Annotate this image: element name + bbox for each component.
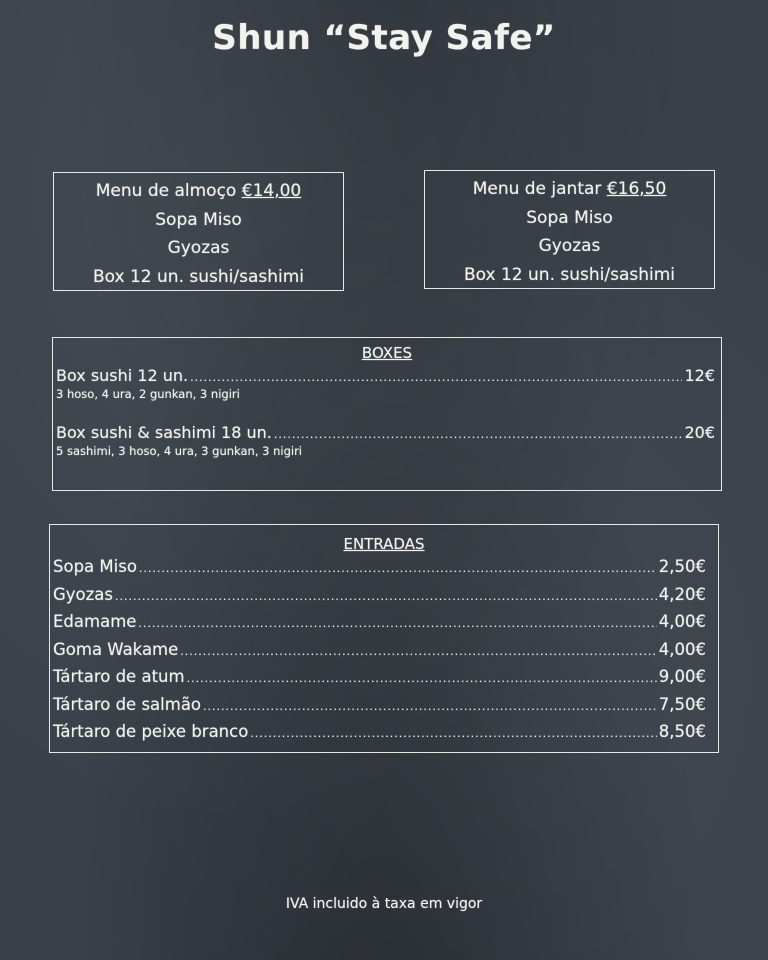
page-title: Shun “Stay Safe” [212,18,556,58]
entrada-item-price: 8,50€ [658,722,706,741]
entrada-item-price: 9,00€ [658,667,706,686]
lunch-menu-item: Sopa Miso [155,209,242,230]
entrada-item-price: 7,50€ [658,694,706,714]
dinner-menu-heading [425,175,714,204]
box-item [56,366,715,385]
dinner-menu-box [424,170,715,289]
entrada-item-name: Gyozas [53,584,114,604]
box-item-price: 12€ [684,366,715,385]
entrada-item-name: Sopa Miso [53,557,137,576]
tax-note: IVA incluido à taxa em vigor [285,896,483,912]
dinner-menu-price: €16,50 [606,179,667,199]
entrada-item [53,640,706,668]
box-item [56,423,715,442]
dinner-menu-item: Box 12 un. sushi/sashimi [463,264,676,285]
lunch-menu-box [53,172,344,291]
lunch-menu-label: Menu de almoço [95,181,237,201]
entrada-item [53,695,706,723]
leader-dots [190,371,682,384]
box-item-name: Box sushi & sashimi 18 un. [56,423,272,442]
leader-dots [274,428,683,441]
lunch-menu-item: Box 12 un. sushi/sashimi [92,266,305,287]
box-item-description: 3 hoso, 4 ura, 2 gunkan, 3 nigiri [56,387,240,401]
dinner-menu-item: Sopa Miso [526,207,613,228]
entrada-item-name: Goma Wakame [53,639,179,659]
dinner-menu-label: Menu de jantar [472,179,602,199]
leader-dots [180,645,656,658]
lunch-menu-heading [54,177,343,206]
box-item-name: Box sushi 12 un. [56,366,189,385]
entrada-item-price: 4,00€ [658,612,706,631]
leader-dots [250,727,656,740]
leader-dots [203,700,657,713]
boxes-heading: BOXES [361,344,413,362]
lunch-menu-price: €14,00 [241,181,302,201]
entrada-item [53,585,706,613]
lunch-menu-item: Gyozas [167,238,230,258]
leader-dots [138,617,656,630]
entrada-item [53,722,706,750]
entrada-item [53,612,706,640]
boxes-section [52,337,722,491]
entrada-item-price: 4,00€ [658,639,706,659]
entrada-item-price: 4,20€ [658,584,706,604]
entrada-item [53,557,706,585]
leader-dots [139,562,657,575]
dinner-menu-item: Gyozas [538,236,601,256]
entradas-heading: ENTRADAS [343,535,425,553]
entrada-item-name: Tártaro de atum [53,667,185,686]
entrada-item [53,667,706,695]
entrada-item-name: Tártaro de salmão [53,694,202,714]
entrada-item-name: Edamame [53,612,137,631]
leader-dots [115,590,657,603]
entrada-item-price: 2,50€ [658,557,706,576]
box-item-price: 20€ [684,423,715,442]
box-item-description: 5 sashimi, 3 hoso, 4 ura, 3 gunkan, 3 nigiri [56,444,303,458]
entrada-item-name: Tártaro de peixe branco [53,722,249,741]
entradas-section [49,524,719,753]
leader-dots [187,672,657,685]
